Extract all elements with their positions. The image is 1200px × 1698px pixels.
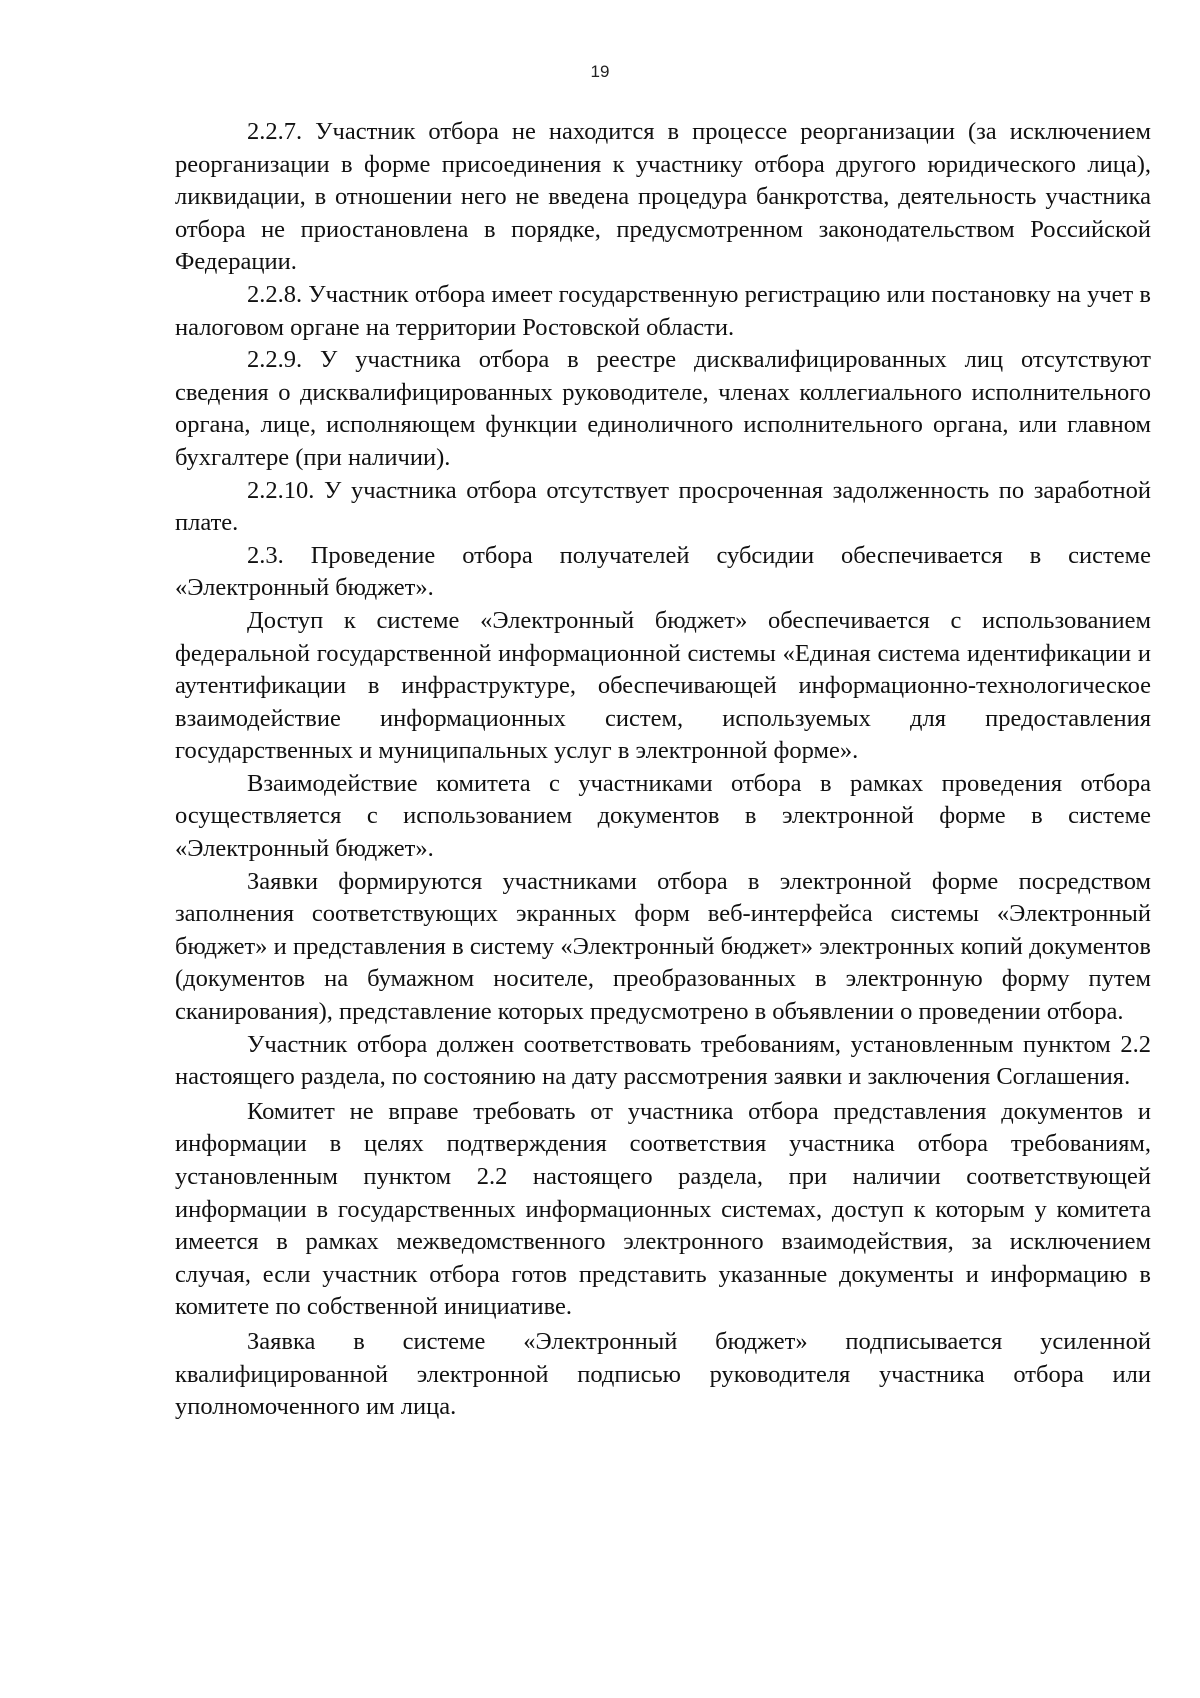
page-number: 19 <box>590 62 610 81</box>
document-body <box>175 116 1151 1424</box>
paragraph-2-2-10: 2.2.10. У участника отбора отсутствует просроченная задолженность по заработной плате. <box>175 476 1151 537</box>
paragraph-2-3: 2.3. Проведение отбора получателей субсидии обеспечивается в системе «Электронный бюджет». <box>175 541 1151 602</box>
paragraph-2-2-7: 2.2.7. Участник отбора не находится в процессе реорганизации (за исключением реорганизации в форме присоединения к участнику отбора другого юридического лица), ликвидации, в отношении него не введена процедура банкротства, деятельность участника отбора не приостановлена в порядке, предусмотренном законодательством Российской Федерации. <box>175 118 1151 276</box>
paragraph-access: Доступ к системе «Электронный бюджет» обеспечивается с использованием федеральной государственной информационной системы «Единая система идентификации и аутентификации в инфраструктуре, обеспечивающей информационно-технологическое взаимодействие информационных систем, используемых для предоставления государственных и муниципальных услуг в электронной форме». <box>175 606 1151 765</box>
paragraph-committee-rights: Комитет не вправе требовать от участника отбора представления документов и информации в целях подтверждения соответствия участника отбора требованиям, установленным пунктом 2.2 настоящего раздела, при наличии соответствующей информации в государственных информационных системах, доступ к которым у комитета имеется в рамках межведомственного электронного взаимодействия, за исключением случая, если участник отбора готов представить указанные документы и информацию в комитете по собственной инициативе. <box>175 1097 1151 1321</box>
paragraph-2-2-9: 2.2.9. У участника отбора в реестре дисквалифицированных лиц отсутствуют сведения о дисквалифицированных руководителе, членах коллегиального исполнительного органа, лице, исполняющем функции единоличного исполнительного органа, или главном бухгалтере (при наличии). <box>175 346 1151 471</box>
paragraph-requirements: Участник отбора должен соответствовать требованиям, установленным пунктом 2.2 настоящего раздела, по состоянию на дату рассмотрения заявки и заключения Соглашения. <box>175 1030 1151 1091</box>
paragraph-interaction: Взаимодействие комитета с участниками отбора в рамках проведения отбора осуществляется с использованием документов в электронной форме в системе «Электронный бюджет». <box>175 769 1151 863</box>
paragraph-applications: Заявки формируются участниками отбора в электронной форме посредством заполнения соответствующих экранных форм веб-интерфейса системы «Электронный бюджет» и представления в систему «Электронный бюджет» электронных копий документов (документов на бумажном носителе, преобразованных в электронную форму путем сканирования), представление которых предусмотрено в объявлении о проведении отбора. <box>175 867 1151 1026</box>
paragraph-2-2-8: 2.2.8. Участник отбора имеет государственную регистрацию или постановку на учет в налоговом органе на территории Ростовской области. <box>175 280 1151 341</box>
paragraph-signature: Заявка в системе «Электронный бюджет» подписывается усиленной квалифицированной электронной подписью руководителя участника отбора или уполномоченного им лица. <box>175 1327 1151 1421</box>
